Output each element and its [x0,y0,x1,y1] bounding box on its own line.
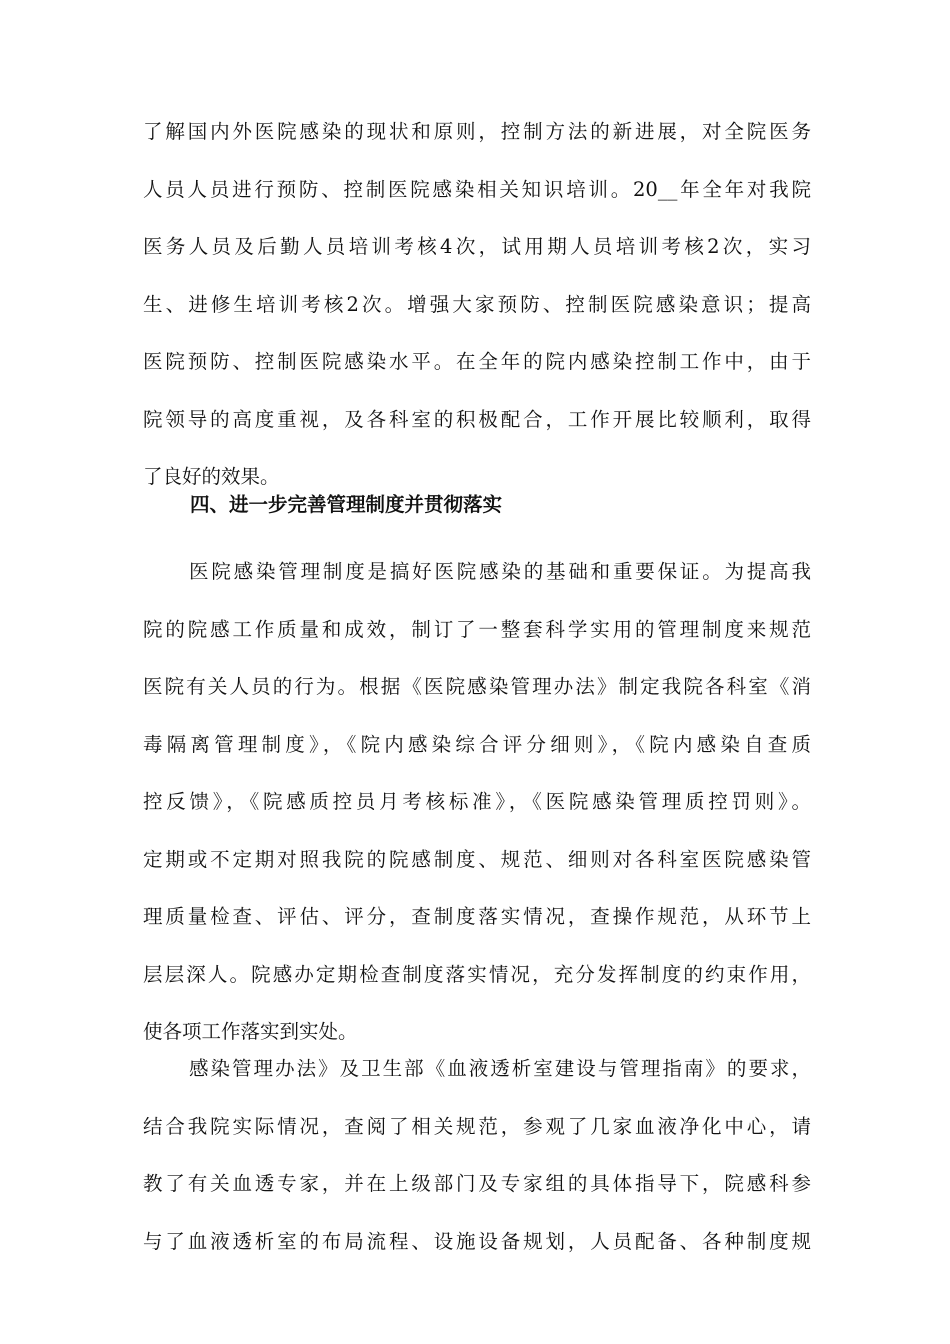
text-line: 生、进修生培训考核2次。增强大家预防、控制医院感染意识；提高 [143,292,811,316]
text-line: 院领导的高度重视，及各科室的积极配合，工作开展比较顺利，取得 [143,407,811,431]
text-line: 了良好的效果。 [143,465,280,488]
text-line: 与了血液透析室的布局流程、设施设备规划，人员配备、各种制度规 [143,1229,811,1253]
paragraph-management-system [143,543,811,1061]
text-line: 医院有关人员的行为。根据《医院感染管理办法》制定我院各科室《消 [143,675,811,698]
section-heading: 四、进一步完善管理制度并贯彻落实 [190,493,503,516]
text-line: 毒隔离管理制度》，《院内感染综合评分细则》，《院内感染自查质 [143,732,811,756]
text-line: 了解国内外医院感染的现状和原则，控制方法的新进展，对全院医务 [143,120,811,143]
text-line: 控反馈》，《院感质控员月考核标准》，《医院感染管理质控罚则》。 [143,790,811,813]
text-line: 使各项工作落实到实处。 [143,1020,358,1043]
text-line: 人员人员进行预防、控制医院感染相关知识培训。20__年全年对我院 [143,177,811,201]
text-line: 院的院感工作质量和成效，制订了一整套科学实用的管理制度来规范 [143,617,811,641]
text-line: 层层深人。院感办定期检查制度落实情况，充分发挥制度的约束作用， [143,962,811,986]
paragraph-training [143,103,811,506]
text-line: 定期或不定期对照我院的院感制度、规范、细则对各科室医院感染管 [143,847,811,871]
text-line: 医务人员及后勤人员培训考核4次，试用期人员培训考核2次，实习 [143,235,811,258]
paragraph-dialysis [143,1040,811,1270]
text-line: 医院感染管理制度是搞好医院感染的基础和重要保证。为提高我 [189,560,811,583]
text-line: 结合我院实际情况，查阅了相关规范，参观了几家血液净化中心，请 [143,1114,811,1138]
text-line: 医院预防、控制医院感染水平。在全年的院内感染控制工作中，由于 [143,350,811,373]
text-line: 教了有关血透专家，并在上级部门及专家组的具体指导下，院感科参 [143,1172,811,1195]
text-line: 理质量检查、评估、评分，查制度落实情况，查操作规范，从环节上 [143,905,811,928]
text-line: 感染管理办法》及卫生部《血液透析室建设与管理指南》的要求， [189,1057,811,1080]
